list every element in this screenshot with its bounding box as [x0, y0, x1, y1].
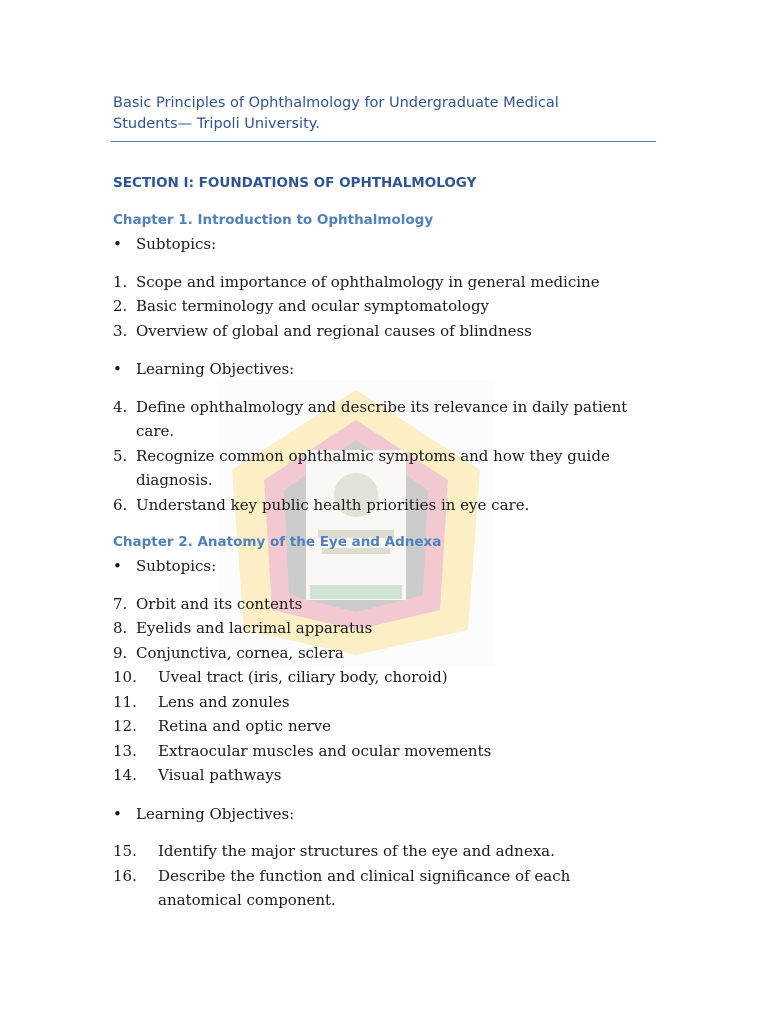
bullet-icon: • — [113, 557, 122, 575]
item-text: Eyelids and lacrimal apparatus — [136, 619, 373, 637]
item-number: 9. — [113, 643, 128, 662]
item-number: 12. — [113, 717, 137, 735]
item-number: 16. — [113, 866, 137, 885]
bullet-icon: • — [113, 804, 122, 823]
item-number: 1. — [113, 272, 128, 291]
item-text: Conjunctiva, cornea, sclera — [136, 643, 344, 662]
header-divider — [111, 141, 656, 142]
list-item — [113, 864, 658, 913]
chapter-1-objectives-bullet — [113, 357, 658, 382]
item-text: Overview of global and regional causes of blindness — [136, 321, 532, 340]
bullet-label: Subtopics: — [136, 557, 217, 575]
list-item — [113, 294, 658, 319]
section-title: SECTION I: FOUNDATIONS OF OPHTHALMOLOGY — [113, 175, 477, 191]
document-header — [113, 93, 658, 135]
chapter-1-subtopics-list — [113, 270, 658, 344]
list-item — [113, 690, 658, 715]
item-number: 8. — [113, 619, 128, 637]
item-text: Identify the major structures of the eye and adnexa. — [158, 842, 555, 860]
item-number: 3. — [113, 321, 128, 340]
document-body — [113, 171, 658, 913]
bullet-label: Subtopics: — [136, 235, 217, 253]
chapter-1-title: Chapter 1. Introduction to Ophthalmology — [113, 212, 434, 228]
list-item — [113, 444, 658, 493]
list-item — [113, 616, 658, 641]
header-line-1: Basic Principles of Ophthalmology for Undergraduate Medical — [113, 95, 559, 111]
bullet-icon: • — [113, 235, 122, 253]
header-line-2: Students— Tripoli University. — [113, 116, 320, 132]
list-item — [113, 270, 658, 295]
chapter-1-subtopics-bullet — [113, 232, 658, 257]
list-item — [113, 395, 658, 444]
list-item — [113, 493, 658, 518]
item-text: Understand key public health priorities in eye care. — [136, 495, 530, 514]
item-text: Extraocular muscles and ocular movements — [158, 741, 492, 760]
item-number: 13. — [113, 741, 137, 760]
item-text: Scope and importance of ophthalmology in general medicine — [136, 272, 600, 291]
item-number: 4. — [113, 397, 128, 416]
chapter-2-objectives-list — [113, 839, 658, 913]
item-number: 10. — [113, 668, 137, 686]
list-item — [113, 665, 658, 690]
bullet-label: Learning Objectives: — [136, 804, 295, 823]
bullet-label: Learning Objectives: — [136, 360, 295, 378]
item-number: 7. — [113, 594, 128, 613]
list-item — [113, 319, 658, 344]
item-number: 5. — [113, 446, 128, 465]
item-text: Define ophthalmology and describe its relevance in daily patient care. — [136, 397, 628, 440]
item-text: Retina and optic nerve — [158, 717, 332, 735]
item-text: Uveal tract (iris, ciliary body, choroid) — [158, 668, 448, 686]
item-number: 2. — [113, 297, 128, 315]
list-item — [113, 714, 658, 739]
chapter-1-objectives-list — [113, 395, 658, 518]
list-item — [113, 763, 658, 788]
chapter-2-subtopics-list — [113, 592, 658, 788]
item-number: 14. — [113, 766, 137, 784]
item-text: Lens and zonules — [158, 692, 290, 711]
bullet-icon: • — [113, 360, 122, 378]
item-text: Basic terminology and ocular symptomatology — [136, 297, 490, 315]
item-number: 15. — [113, 842, 137, 860]
chapter-2-objectives-bullet — [113, 802, 658, 827]
list-item — [113, 839, 658, 864]
item-number: 6. — [113, 495, 128, 514]
list-item — [113, 641, 658, 666]
item-text: Visual pathways — [158, 766, 282, 784]
item-text: Orbit and its contents — [136, 594, 303, 613]
item-text: Recognize common ophthalmic symptoms and how they guide diagnosis. — [136, 446, 610, 489]
chapter-2-title: Chapter 2. Anatomy of the Eye and Adnexa — [113, 534, 442, 550]
item-text: Describe the function and clinical significance of each anatomical component. — [158, 866, 571, 909]
item-number: 11. — [113, 692, 137, 711]
chapter-2-subtopics-bullet — [113, 554, 658, 579]
list-item — [113, 739, 658, 764]
list-item — [113, 592, 658, 617]
